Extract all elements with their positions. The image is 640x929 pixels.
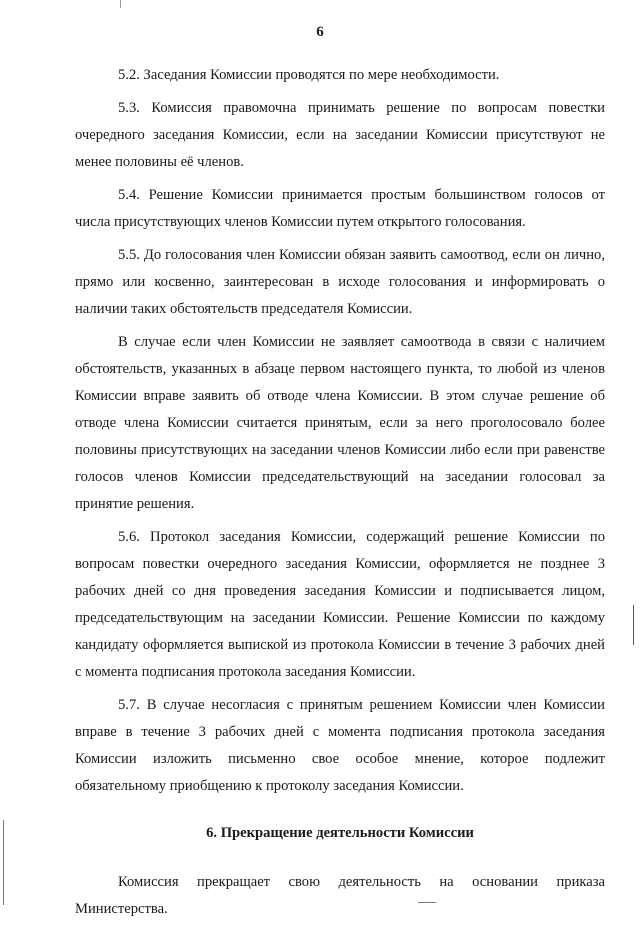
paragraph-5-5-continued: В случае если член Комиссии не заявляет самоотвода в связи с наличием обстоятельств, указанных в абзаце первом настоящего пункта, то любой из членов Комиссии вправе заявить об отводе члена Комиссии. В этом случае решение об отводе члена Комиссии считается принятым, если за него проголосовало более половины присутствующих на заседании членов Комиссии либо если при равенстве голосов членов Комиссии председательствующий на заседании голосовал за принятие решения. <box>75 334 605 512</box>
scan-artifact <box>633 605 634 645</box>
scan-artifact <box>3 820 4 905</box>
paragraph-section-6: Комиссия прекращает свою деятельность на основании приказа Министерства. <box>75 874 605 917</box>
page-number: 6 <box>316 24 324 40</box>
scan-artifact <box>120 0 121 8</box>
paragraph-5-4: 5.4. Решение Комиссии принимается простым большинством голосов от числа присутствующих членов Комиссии путем открытого голосования. <box>75 187 605 230</box>
paragraph-5-7: 5.7. В случае несогласия с принятым решением Комиссии член Комиссии вправе в течение 3 рабочих дней с момента подписания протокола заседания Комиссии изложить письменно свое особое мнение, которое подлежит обязательному приобщению к протоколу заседания Комиссии. <box>75 697 605 794</box>
paragraph-5-5: 5.5. До голосования член Комиссии обязан заявить самоотвод, если он лично, прямо или косвенно, заинтересован в исходе голосования и информировать о наличии таких обстоятельств председателя Комиссии. <box>75 247 605 317</box>
scan-artifact <box>418 902 436 903</box>
paragraph-5-6: 5.6. Протокол заседания Комиссии, содержащий решение Комиссии по вопросам повестки очередного заседания Комиссии, оформляется не позднее 3 рабочих дней со дня проведения заседания Комиссии и подписывается лицом, председательствующим на заседании Комиссии. Решение Комиссии по каждому кандидату оформляется выпиской из протокола Комиссии в течение 3 рабочих дней с момента подписания протокола заседания Комиссии. <box>75 529 605 680</box>
section-title: 6. Прекращение деятельности Комиссии <box>206 825 474 841</box>
paragraph-5-2: 5.2. Заседания Комиссии проводятся по мере необходимости. <box>118 67 500 83</box>
paragraph-5-3: 5.3. Комиссия правомочна принимать решение по вопросам повестки очередного заседания Комиссии, если на заседании Комиссии присутствуют не менее половины её членов. <box>75 100 605 170</box>
document-body <box>75 62 605 929</box>
